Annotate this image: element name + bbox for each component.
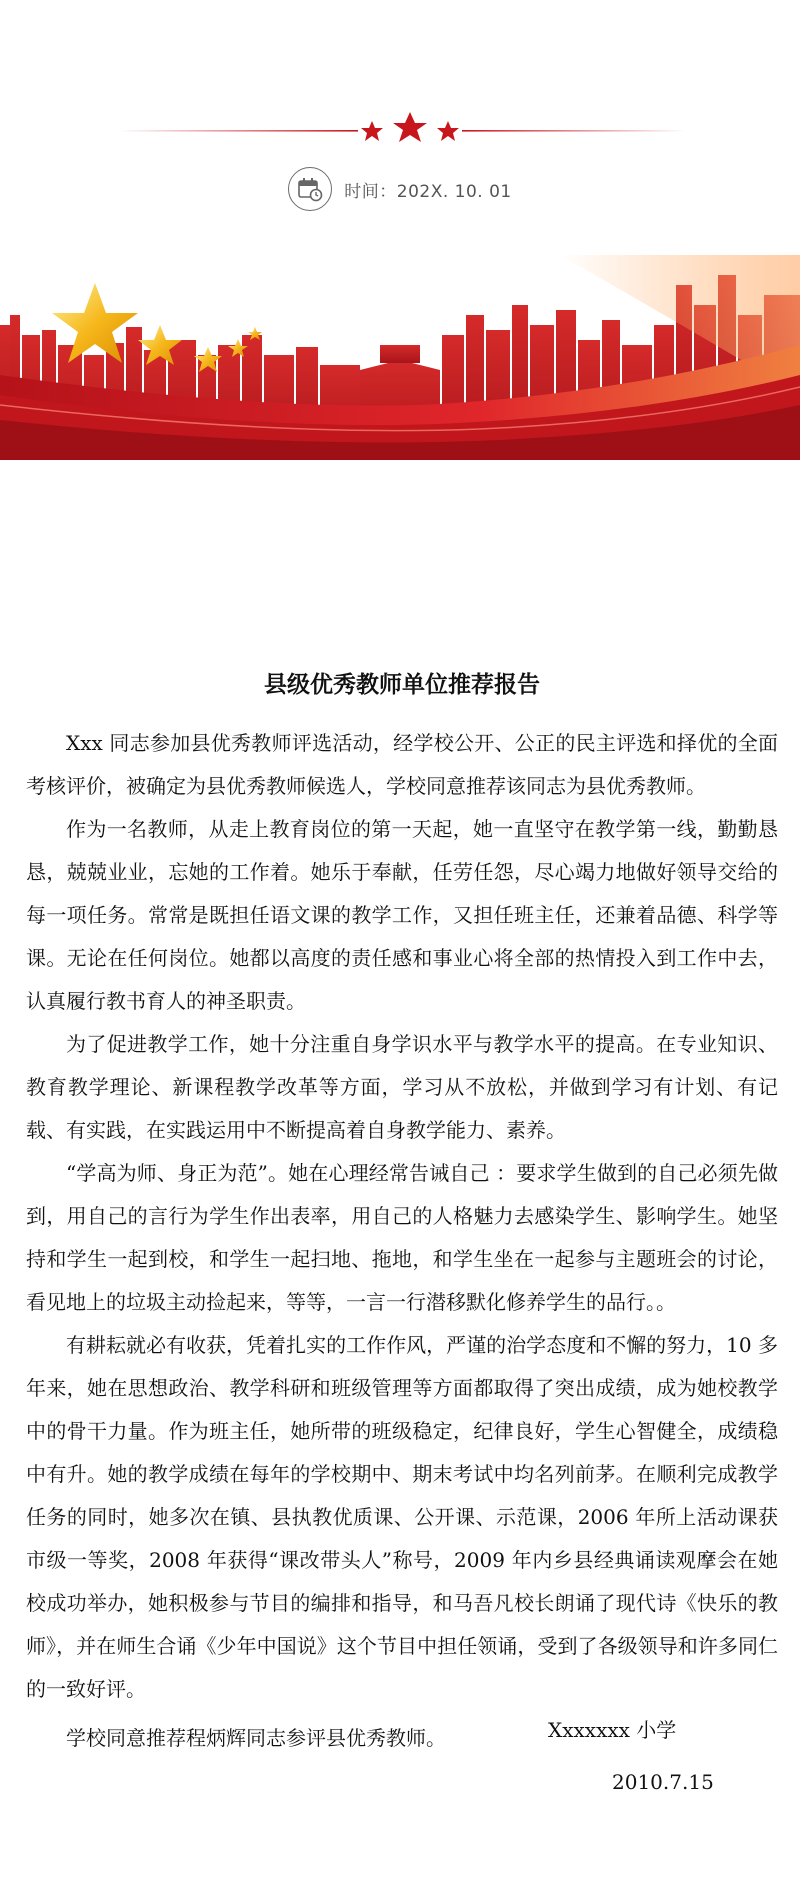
header-ornament [0,100,800,160]
paragraph-5: 有耕耘就必有收获，凭着扎实的工作作风，严谨的治学态度和不懈的努力，10 多年来，她在思想政治、教学科研和班级管理等方面都取得了突出成绩，成为她校教学中的骨干力量。作为班主任，她所带的班级稳定，纪律良好，学生心智健全，成绩稳中有升。她的教学成绩在每年的学校期中、期末考试中均名列前茅。在顺利完成教学任务的同时，她多次在镇、县执教优质课、公开课、示范课，2006 年所上活动课获市级一等奖，2008 年获得“课改带头人”称号，2009 年内乡县经典诵读观摩会在她校成功举办，她积极参与节目的编排和指导，和马吾凡校长朗诵了现代诗《快乐的教师》，并在师生合诵《少年中国说》这个节目中担任领诵，受到了各级领导和许多同仁的一致好评。 [26,1333,778,1701]
paragraph-6: 学校同意推荐程炳辉同志参评县优秀教师。 [66,1726,446,1750]
paragraph-3: 为了促进教学工作，她十分注重自身学识水平与教学水平的提高。在专业知识、教育教学理论、新课程教学改革等方面，学习从不放松，并做到学习有计划、有记载、有实践，在实践运用中不断提高着自身教学能力、素养。 [26,1032,778,1142]
signature-date: 2010.7.15 [612,1770,714,1794]
report-body [26,662,778,1760]
calendar-clock-icon [288,167,332,211]
star-icon [393,112,427,142]
paragraph-2: 作为一名教师，从走上教育岗位的第一天起，她一直坚守在教学第一线，勤勤恳恳，兢兢业业，忘她的工作着。她乐于奉献，任劳任怨，尽心竭力地做好领导交给的每一项任务。常常是既担任语文课的教学工作，又担任班主任，还兼着品德、科学等课。无论在任何岗位。她都以高度的责任感和事业心将全部的热情投入到工作中去，认真履行教书育人的神圣职责。 [26,817,778,1013]
star-icon [361,121,383,141]
paragraph-4: “学高为师、身正为范”。她在心理经常告诫自己 ：要求学生做到的自己必须先做到，用自己的言行为学生作出表率，用自己的人格魅力去感染学生、影响学生。她坚持和学生一起到校，和学生一起扫地、拖地，和学生坐在一起参与主题班会的讨论，看见地上的垃圾主动捡起来，等等，一言一行潜移默化修养学生的品行。。 [26,1161,778,1314]
paragraph-1: Xxx 同志参加县优秀教师评选活动，经学校公开、公正的民主评选和择优的全面考核评价，被确定为县优秀教师候选人，学校同意推荐该同志为县优秀教师。 [26,731,778,798]
signature: Xxxxxxx 小学 [548,1718,677,1742]
date-row [0,164,800,214]
star-icon [437,121,459,141]
city-skyline-banner [0,255,800,460]
date-label: 时间：202X. 10. 01 [344,181,512,202]
report-title: 县级优秀教师单位推荐报告 [264,672,540,698]
